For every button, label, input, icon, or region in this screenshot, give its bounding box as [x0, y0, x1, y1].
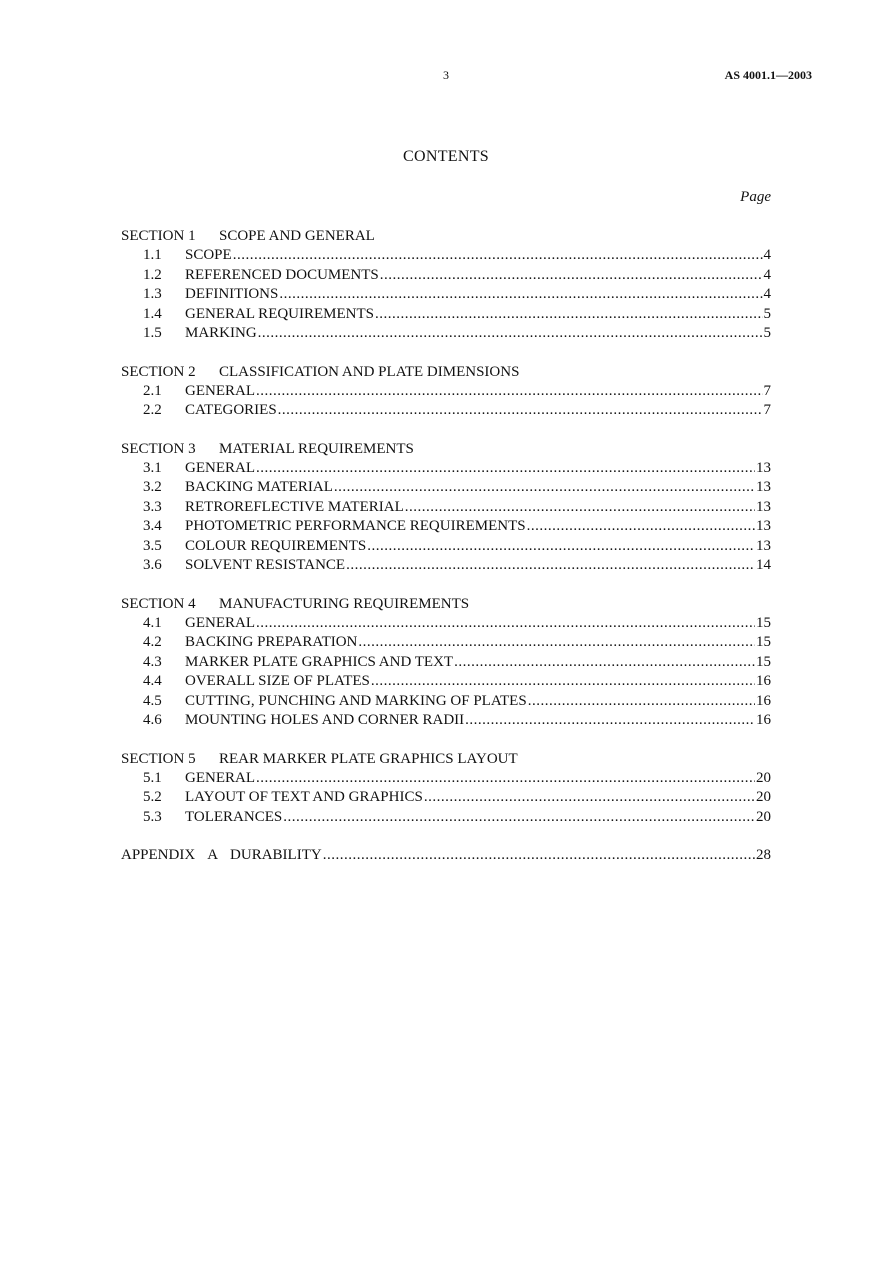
toc-entry[interactable]	[121, 614, 771, 634]
section-heading[interactable]	[121, 749, 771, 769]
toc-section	[121, 439, 771, 576]
entry-number: 4.1	[143, 614, 162, 631]
contents-title: CONTENTS	[403, 148, 489, 165]
dot-leader	[256, 614, 755, 634]
toc-entry[interactable]	[121, 537, 771, 557]
section-number: SECTION 3	[121, 440, 196, 457]
dot-leader	[279, 285, 762, 305]
entry-page: 5	[763, 305, 771, 322]
dot-leader	[375, 305, 762, 325]
toc-entry[interactable]	[121, 556, 771, 576]
entry-number: 4.3	[143, 653, 162, 670]
entry-number: 3.1	[143, 459, 162, 476]
entry-page: 13	[756, 459, 771, 476]
entry-page: 14	[756, 557, 771, 573]
toc-entry[interactable]	[121, 517, 771, 537]
entry-title: MARKING	[185, 325, 257, 341]
appendix-word: APPENDIX	[121, 847, 196, 863]
entry-title: OVERALL SIZE OF PLATES	[185, 673, 370, 689]
entry-title: GENERAL	[185, 769, 255, 786]
entry-number: 4.4	[143, 673, 162, 689]
entry-title: BACKING PREPARATION	[185, 634, 358, 650]
entry-number: 1.1	[143, 247, 162, 263]
toc-entry[interactable]	[121, 808, 771, 828]
dot-leader	[465, 711, 755, 731]
entry-page: 20	[756, 769, 771, 786]
entry-number: 3.6	[143, 557, 162, 573]
toc-entry[interactable]	[121, 305, 771, 325]
entry-number: 3.4	[143, 518, 162, 534]
entry-title: GENERAL	[185, 614, 255, 631]
toc-section	[121, 594, 771, 731]
table-of-contents	[121, 226, 771, 865]
toc-appendix-entry[interactable]	[121, 845, 771, 865]
entry-number: 3.3	[143, 498, 162, 515]
entry-number: 1.4	[143, 305, 162, 322]
entry-number: 1.5	[143, 325, 162, 341]
entry-number: 5.3	[143, 808, 162, 825]
section-title: MANUFACTURING REQUIREMENTS	[219, 595, 470, 612]
entry-title: TOLERANCES	[185, 808, 283, 825]
dot-leader	[528, 692, 755, 712]
entry-page: 15	[756, 634, 771, 650]
entry-page: 16	[756, 692, 771, 709]
entry-page: 4	[763, 286, 771, 302]
entry-number: 5.2	[143, 789, 162, 805]
dot-leader	[256, 459, 755, 479]
dot-leader	[424, 788, 755, 808]
entry-page: 15	[756, 653, 771, 670]
toc-entry[interactable]	[121, 711, 771, 731]
entry-number: 3.2	[143, 479, 162, 495]
entry-number: 4.6	[143, 712, 162, 728]
section-title: SCOPE AND GENERAL	[219, 228, 375, 244]
toc-entry[interactable]	[121, 324, 771, 344]
dot-leader	[371, 672, 755, 692]
entry-title: MARKER PLATE GRAPHICS AND TEXT	[185, 653, 454, 670]
toc-entry[interactable]	[121, 692, 771, 712]
toc-entry[interactable]	[121, 285, 771, 305]
entry-page: 15	[756, 614, 771, 631]
entry-title: CATEGORIES	[185, 402, 277, 418]
entry-number: 1.3	[143, 286, 162, 302]
appendix-letter: A	[207, 847, 219, 863]
appendix-label	[121, 845, 322, 865]
section-heading[interactable]	[121, 226, 771, 246]
section-heading[interactable]	[121, 362, 771, 382]
entry-title: MOUNTING HOLES AND CORNER RADII	[185, 712, 465, 728]
entry-number: 2.1	[143, 382, 162, 399]
dot-leader	[258, 324, 763, 344]
toc-entry[interactable]	[121, 382, 771, 402]
entry-title: PHOTOMETRIC PERFORMANCE REQUIREMENTS	[185, 518, 526, 534]
dot-leader	[233, 246, 763, 266]
toc-entry[interactable]	[121, 633, 771, 653]
dot-leader	[334, 478, 755, 498]
entry-number: 5.1	[143, 769, 162, 786]
dot-leader	[256, 769, 755, 789]
section-number: SECTION 2	[121, 363, 196, 380]
entry-number: 2.2	[143, 402, 162, 418]
toc-entry[interactable]	[121, 401, 771, 421]
section-number: SECTION 4	[121, 595, 196, 612]
section-title: MATERIAL REQUIREMENTS	[219, 440, 414, 457]
entry-page: 7	[763, 402, 771, 418]
dot-leader	[454, 653, 755, 673]
toc-section	[121, 226, 771, 344]
section-number: SECTION 5	[121, 750, 196, 767]
toc-entry[interactable]	[121, 788, 771, 808]
dot-leader	[256, 382, 763, 402]
entry-title: GENERAL	[185, 382, 255, 399]
entry-title: BACKING MATERIAL	[185, 479, 333, 495]
entry-number: 3.5	[143, 537, 162, 554]
page-number: 3	[443, 68, 449, 82]
dot-leader	[380, 266, 763, 286]
entry-title: GENERAL REQUIREMENTS	[185, 305, 375, 322]
section-heading[interactable]	[121, 439, 771, 459]
entry-page: 7	[763, 382, 771, 399]
section-title: CLASSIFICATION AND PLATE DIMENSIONS	[219, 363, 520, 380]
appendix-title: DURABILITY	[230, 847, 322, 863]
appendix-page: 28	[756, 847, 771, 863]
dot-leader	[346, 556, 755, 576]
entry-page: 13	[756, 518, 771, 534]
entry-page: 5	[763, 325, 771, 341]
entry-number: 4.2	[143, 634, 162, 650]
dot-leader	[283, 808, 755, 828]
entry-page: 13	[756, 498, 771, 515]
toc-entry[interactable]	[121, 498, 771, 518]
dot-leader	[527, 517, 755, 537]
toc-entry[interactable]	[121, 653, 771, 673]
toc-entry[interactable]	[121, 246, 771, 266]
entry-title: COLOUR REQUIREMENTS	[185, 537, 367, 554]
entry-page: 20	[756, 808, 771, 825]
entry-page: 4	[763, 247, 771, 263]
dot-leader	[367, 537, 755, 557]
entry-number: 1.2	[143, 266, 162, 283]
toc-entry[interactable]	[121, 672, 771, 692]
entry-title: SCOPE	[185, 247, 232, 263]
dot-leader	[278, 401, 763, 421]
toc-section	[121, 749, 771, 828]
dot-leader	[323, 845, 755, 865]
section-title: REAR MARKER PLATE GRAPHICS LAYOUT	[219, 750, 518, 767]
entry-page: 16	[756, 712, 771, 728]
section-number: SECTION 1	[121, 228, 196, 244]
entry-title: RETROREFLECTIVE MATERIAL	[185, 498, 404, 515]
entry-page: 13	[756, 479, 771, 495]
dot-leader	[358, 633, 755, 653]
page-column-label: Page	[740, 189, 771, 205]
entry-page: 20	[756, 789, 771, 805]
toc-entry[interactable]	[121, 266, 771, 286]
entry-page: 4	[763, 266, 771, 283]
entry-number: 4.5	[143, 692, 162, 709]
entry-title: REFERENCED DOCUMENTS	[185, 266, 379, 283]
entry-page: 13	[756, 537, 771, 554]
toc-entry[interactable]	[121, 478, 771, 498]
section-heading[interactable]	[121, 594, 771, 614]
dot-leader	[405, 498, 755, 518]
entry-title: CUTTING, PUNCHING AND MARKING OF PLATES	[185, 692, 527, 709]
toc-section	[121, 362, 771, 421]
toc-entry[interactable]	[121, 769, 771, 789]
entry-title: SOLVENT RESISTANCE	[185, 557, 346, 573]
toc-entry[interactable]	[121, 459, 771, 479]
entry-title: LAYOUT OF TEXT AND GRAPHICS	[185, 789, 423, 805]
entry-page: 16	[756, 673, 771, 689]
entry-title: DEFINITIONS	[185, 286, 279, 302]
entry-title: GENERAL	[185, 459, 255, 476]
document-id: AS 4001.1—2003	[724, 68, 812, 82]
